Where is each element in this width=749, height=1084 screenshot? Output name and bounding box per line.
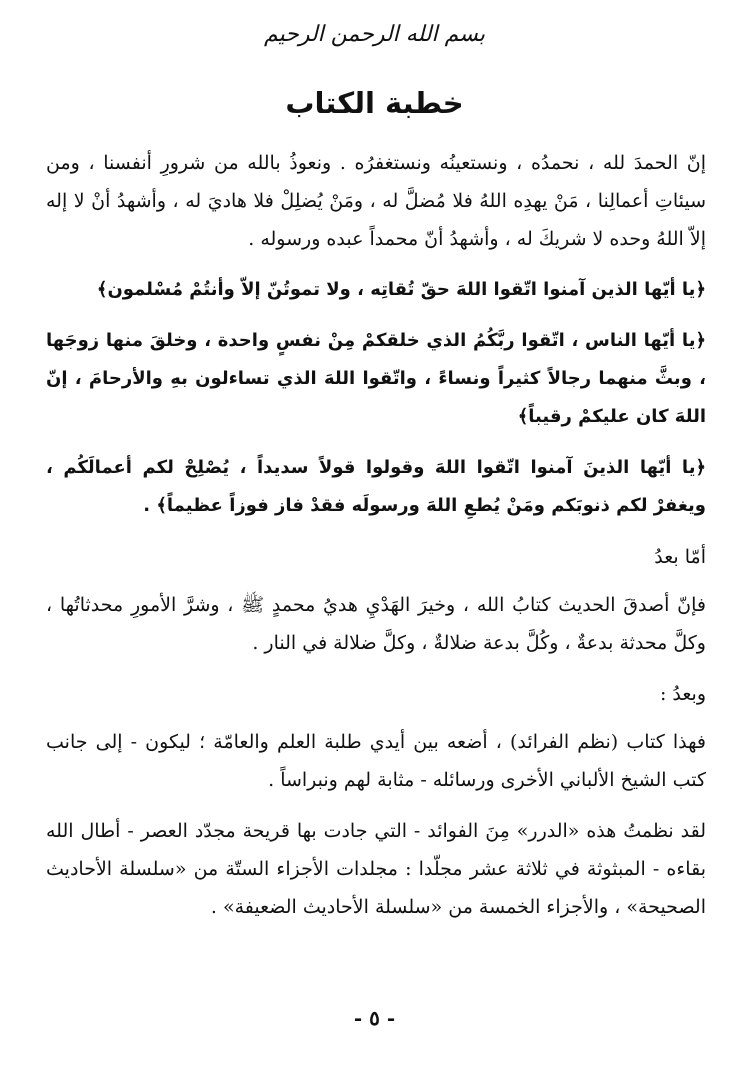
basmala-heading: بسم الله الرحمن الرحيم	[263, 22, 486, 47]
paragraph-book-intro: فهذا كتاب (نظم الفرائد) ، أضعه بين أيدي طلبة العلم والعامّة ؛ ليكون - إلى جانب كتب الشيخ الألباني الأخرى ورسائله - مثابة لهم ونبراساً .	[46, 731, 706, 791]
quran-verse-1: ﴿يا أيّها الذين آمنوا اتّقوا اللهَ حقّ تُقاتِه ، ولا تموتُنّ إلاّ وأنتُمْ مُسْلمون﴾	[96, 279, 706, 300]
paragraph-durar: لقد نظمتُ هذه «الدرر» مِنَ الفوائد - التي جادت بها قريحة مجدّد العصر - أطال الله بقاءه - المبثوثة في ثلاثة عشر مجلّدا : مجلدات الأجزاء الستّة من «سلسلة الأحاديث الصحيحة» ، والأجزاء الخمسة من «سلسلة الأحاديث الضعيفة» .	[46, 820, 706, 918]
paragraph-opening: إنّ الحمدَ لله ، نحمدُه ، ونستعينُه ونستغفرُه . ونعوذُ بالله من شرورِ أنفسنا ، ومن سيئاتِ أعمالِنا ، مَنْ يهدِه اللهُ فلا مُضلَّ له ، ومَنْ يُضلِلْ فلا هاديَ له ، وأشهدُ أنْ لا إله إلاّ اللهُ وحده لا شريكَ له ، وأشهدُ أنّ محمداً عبده ورسوله .	[46, 152, 706, 250]
quran-verse-2: ﴿يا أيّها الناس ، اتّقوا ربَّكُمُ الذي خلقكمْ مِنْ نفسٍ واحدة ، وخلقَ منها زوجَها ، وبثَّ منهما رجالاً كثيراً ونساءً ، واتّقوا اللهَ الذي تساءلون بهِ والأرحامَ ، إنّ اللهَ كان عليكمْ رقيباً﴾	[46, 330, 706, 427]
quran-verse-3: ﴿يا أيّها الذينَ آمنوا اتّقوا اللهَ وقولوا قولاً سديداً ، يُصْلِحْ لكم أعمالَكُم ، ويغفرْ لكم ذنوبَكم ومَنْ يُطعِ اللهَ ورسولَه فقدْ فاز فوزاً عظيماً﴾ .	[46, 457, 706, 516]
body-text	[46, 144, 706, 939]
page-title: خطبة الكتاب	[285, 86, 464, 120]
paragraph-wa-baad: وبعدُ :	[659, 683, 706, 705]
paragraph-hadith: فإنّ أصدقَ الحديث كتابُ الله ، وخيرَ الهَدْيِ هديُ محمدٍ ﷺ ، وشرَّ الأمورِ محدثاتُها ، وكلَّ محدثة بدعةٌ ، وكُلَّ بدعة ضلالةٌ ، وكلَّ ضلالة في النار .	[46, 594, 706, 654]
page-number: - ٥ -	[353, 1006, 396, 1030]
paragraph-amma-baad: أمّا بعدُ	[654, 546, 706, 568]
